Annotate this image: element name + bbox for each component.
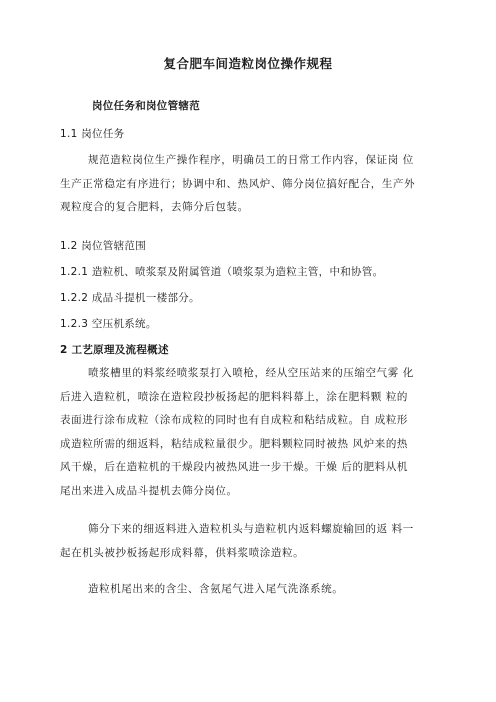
paragraph-line: 成造粒所需的细返料，粘结成粒量很少。肥料颗粒同时被热 风炉来的热 — [60, 437, 409, 450]
subsection-1-2-heading: 1.2 岗位管辖范围 — [60, 240, 147, 252]
section-2-paragraph-3 — [60, 578, 450, 602]
paragraph-line: 喷浆槽里的料浆经喷浆泵打入喷枪，经从空压站来的压缩空气雾 化 — [88, 367, 414, 379]
paragraph-line: 表面进行涂布成粒（涂布成粒的同时也有自成粒和粘结成粒。自 成粒形 — [60, 414, 409, 426]
paragraph-line: 后进入造粒机，喷涂在造粒段抄板扬起的肥料料幕上，涂在肥料颗 粒的 — [60, 390, 409, 403]
list-item: 1.2.3 空压机系统。 — [60, 318, 157, 330]
paragraph-line: 起在机头被抄板扬起形成料幕，供料浆喷涂造粒。 — [60, 546, 305, 559]
list-item: 1.2.2 成品斗提机一楼部分。 — [60, 292, 200, 304]
subsection-1-1-heading: 1.1 岗位任务 — [60, 128, 125, 140]
subsection-1-1-paragraph — [60, 149, 450, 220]
paragraph-line: 生产正常稳定有序进行；协调中和、热风炉、筛分岗位搞好配合，生产外 — [60, 177, 416, 190]
section-2-heading: 2 工艺原理及流程概述 — [60, 344, 169, 356]
paragraph-line: 筛分下来的细返料进入造粒机头与造粒机内返料螺旋输回的返 料一 — [88, 523, 414, 535]
paragraph-line: 观粒度合的复合肥料，去筛分后包装。 — [60, 201, 249, 213]
section-2-paragraph-2 — [60, 518, 450, 565]
section-2-paragraph-1 — [60, 362, 450, 503]
list-item: 1.2.1 造粒机、喷浆泵及附属管道（喷浆泵为造粒主管，中和协管。 — [60, 266, 384, 278]
paragraph-line: 风干燥，后在造粒机的干燥段内被热风进一步干燥。干燥 后的肥料从机 — [60, 461, 409, 473]
paragraph-line: 规范造粒岗位生产操作程序，明确员工的日常工作内容，保证岗 位 — [88, 154, 414, 166]
paragraph-line: 造粒机尾出来的含尘、含氨尾气进入尾气洗涤系统。 — [88, 583, 344, 595]
document-title: 复合肥车间造粒岗位操作规程 — [163, 56, 333, 71]
section-1-heading: 岗位任务和岗位管辖范 — [92, 100, 200, 112]
paragraph-line: 尾出来进入成品斗提机去筛分岗位。 — [60, 484, 238, 497]
